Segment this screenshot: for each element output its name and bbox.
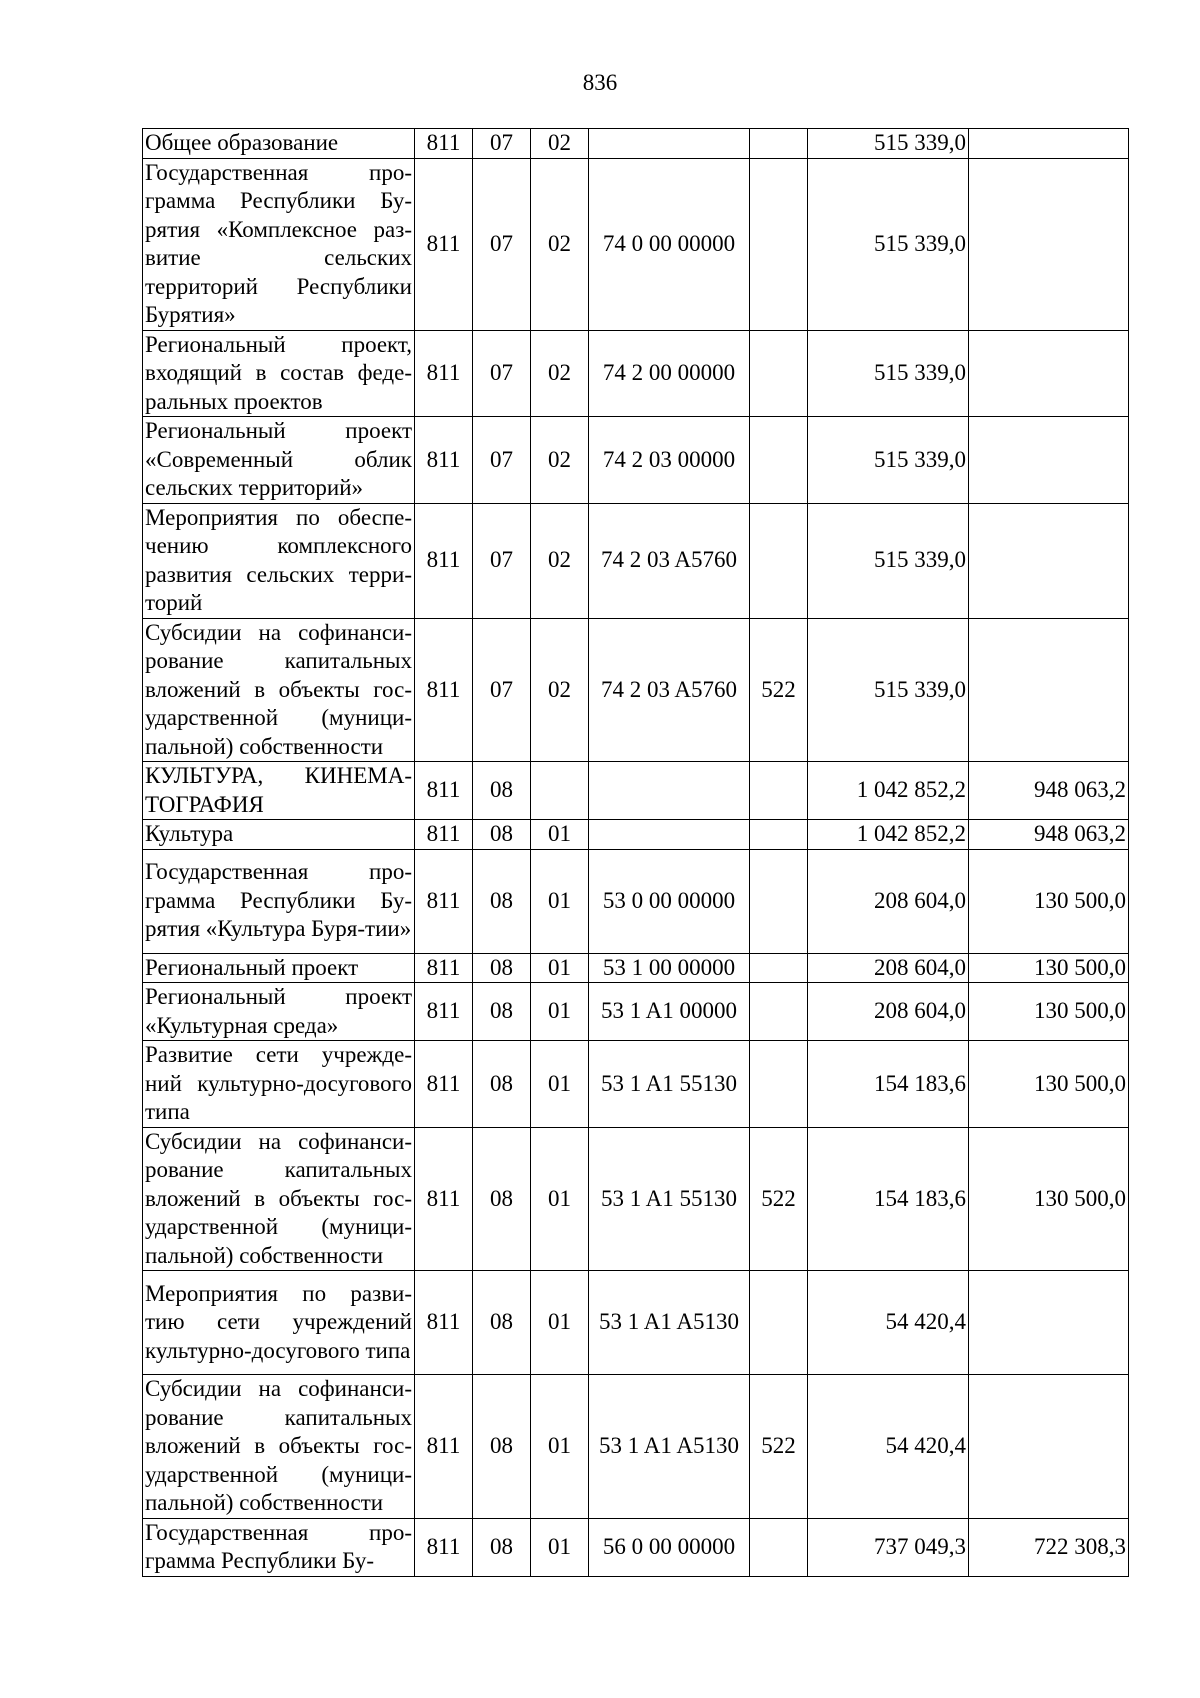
cell-section-code: 07 bbox=[473, 330, 531, 417]
cell-amount-1: 1 042 852,2 bbox=[808, 762, 969, 820]
cell-name: Субсидии на софинанси-рование капитальных вложений в объекты гос-ударственной (муници-пальной) собственности bbox=[143, 618, 415, 762]
cell-amount-2: 948 063,2 bbox=[969, 820, 1129, 850]
cell-subsection-code: 01 bbox=[531, 849, 589, 953]
cell-subsection-code: 01 bbox=[531, 820, 589, 850]
cell-name: Субсидии на софинанси-рование капитальных вложений в объекты гос-ударственной (муници-пальной) собственности bbox=[143, 1375, 415, 1519]
cell-subsection-code: 01 bbox=[531, 983, 589, 1041]
cell-name: Развитие сети учрежде-ний культурно-досугового типа bbox=[143, 1041, 415, 1128]
cell-expense-type bbox=[750, 129, 808, 159]
cell-amount-1: 1 042 852,2 bbox=[808, 820, 969, 850]
cell-ministry-code: 811 bbox=[415, 820, 473, 850]
cell-target-article: 53 1 A1 A5130 bbox=[589, 1375, 750, 1519]
cell-amount-1: 54 420,4 bbox=[808, 1375, 969, 1519]
cell-ministry-code: 811 bbox=[415, 1375, 473, 1519]
cell-name: КУЛЬТУРА, КИНЕМА-ТОГРАФИЯ bbox=[143, 762, 415, 820]
cell-expense-type bbox=[750, 983, 808, 1041]
table-row bbox=[143, 820, 1129, 850]
cell-subsection-code: 02 bbox=[531, 417, 589, 504]
cell-ministry-code: 811 bbox=[415, 849, 473, 953]
cell-name: Региональный проект bbox=[143, 953, 415, 983]
table-row bbox=[143, 1375, 1129, 1519]
cell-section-code: 08 bbox=[473, 820, 531, 850]
cell-expense-type bbox=[750, 158, 808, 330]
cell-target-article: 53 1 A1 55130 bbox=[589, 1127, 750, 1271]
cell-section-code: 08 bbox=[473, 983, 531, 1041]
cell-name: Региональный проект «Культурная среда» bbox=[143, 983, 415, 1041]
table-row bbox=[143, 158, 1129, 330]
cell-subsection-code bbox=[531, 762, 589, 820]
cell-target-article bbox=[589, 129, 750, 159]
cell-name: Мероприятия по разви-тию сети учреждений культурно-досугового типа bbox=[143, 1271, 415, 1375]
cell-target-article: 53 1 A1 00000 bbox=[589, 983, 750, 1041]
table-row bbox=[143, 849, 1129, 953]
cell-name: Государственная про-грамма Республики Бу- bbox=[143, 1518, 415, 1576]
cell-ministry-code: 811 bbox=[415, 1127, 473, 1271]
cell-amount-2: 130 500,0 bbox=[969, 849, 1129, 953]
cell-amount-1: 208 604,0 bbox=[808, 953, 969, 983]
cell-expense-type bbox=[750, 820, 808, 850]
cell-target-article: 74 2 00 00000 bbox=[589, 330, 750, 417]
cell-section-code: 07 bbox=[473, 503, 531, 618]
cell-section-code: 07 bbox=[473, 158, 531, 330]
table-row bbox=[143, 762, 1129, 820]
cell-amount-2 bbox=[969, 417, 1129, 504]
budget-table-body bbox=[143, 129, 1129, 1577]
cell-expense-type bbox=[750, 1271, 808, 1375]
cell-target-article: 74 2 03 A5760 bbox=[589, 503, 750, 618]
cell-name: Региональный проект «Современный облик сельских территорий» bbox=[143, 417, 415, 504]
cell-section-code: 08 bbox=[473, 1041, 531, 1128]
cell-name: Мероприятия по обеспе-чению комплексного развития сельских терри-торий bbox=[143, 503, 415, 618]
cell-amount-2 bbox=[969, 330, 1129, 417]
cell-ministry-code: 811 bbox=[415, 129, 473, 159]
cell-ministry-code: 811 bbox=[415, 1271, 473, 1375]
cell-amount-1: 515 339,0 bbox=[808, 158, 969, 330]
cell-expense-type bbox=[750, 953, 808, 983]
cell-name: Государственная про-грамма Республики Бу-рятия «Культура Буря-тии» bbox=[143, 849, 415, 953]
cell-subsection-code: 02 bbox=[531, 129, 589, 159]
cell-amount-1: 515 339,0 bbox=[808, 330, 969, 417]
cell-target-article: 53 1 00 00000 bbox=[589, 953, 750, 983]
cell-subsection-code: 02 bbox=[531, 503, 589, 618]
cell-amount-2: 130 500,0 bbox=[969, 953, 1129, 983]
cell-section-code: 08 bbox=[473, 1518, 531, 1576]
cell-amount-1: 515 339,0 bbox=[808, 417, 969, 504]
cell-target-article: 74 2 03 A5760 bbox=[589, 618, 750, 762]
cell-section-code: 08 bbox=[473, 1375, 531, 1519]
cell-amount-1: 515 339,0 bbox=[808, 618, 969, 762]
cell-amount-2: 130 500,0 bbox=[969, 1127, 1129, 1271]
table-row bbox=[143, 503, 1129, 618]
table-row bbox=[143, 983, 1129, 1041]
cell-subsection-code: 02 bbox=[531, 330, 589, 417]
cell-ministry-code: 811 bbox=[415, 762, 473, 820]
cell-ministry-code: 811 bbox=[415, 158, 473, 330]
cell-expense-type bbox=[750, 1518, 808, 1576]
table-row bbox=[143, 1518, 1129, 1576]
cell-name: Субсидии на софинанси-рование капитальных вложений в объекты гос-ударственной (муници-пальной) собственности bbox=[143, 1127, 415, 1271]
cell-amount-2: 130 500,0 bbox=[969, 1041, 1129, 1128]
cell-name: Культура bbox=[143, 820, 415, 850]
cell-amount-1: 737 049,3 bbox=[808, 1518, 969, 1576]
cell-amount-2 bbox=[969, 1375, 1129, 1519]
cell-subsection-code: 01 bbox=[531, 1375, 589, 1519]
cell-ministry-code: 811 bbox=[415, 417, 473, 504]
cell-target-article: 53 0 00 00000 bbox=[589, 849, 750, 953]
cell-expense-type bbox=[750, 849, 808, 953]
cell-section-code: 08 bbox=[473, 953, 531, 983]
cell-target-article bbox=[589, 820, 750, 850]
cell-section-code: 08 bbox=[473, 1271, 531, 1375]
cell-ministry-code: 811 bbox=[415, 1041, 473, 1128]
cell-target-article: 53 1 A1 A5130 bbox=[589, 1271, 750, 1375]
cell-amount-1: 208 604,0 bbox=[808, 983, 969, 1041]
cell-subsection-code: 01 bbox=[531, 953, 589, 983]
page-number: 836 bbox=[582, 70, 618, 95]
cell-ministry-code: 811 bbox=[415, 330, 473, 417]
cell-ministry-code: 811 bbox=[415, 618, 473, 762]
cell-target-article: 56 0 00 00000 bbox=[589, 1518, 750, 1576]
budget-table bbox=[142, 128, 1129, 1577]
cell-section-code: 08 bbox=[473, 1127, 531, 1271]
cell-section-code: 07 bbox=[473, 129, 531, 159]
cell-expense-type bbox=[750, 1041, 808, 1128]
cell-target-article: 74 2 03 00000 bbox=[589, 417, 750, 504]
cell-target-article: 74 0 00 00000 bbox=[589, 158, 750, 330]
cell-name: Государственная про-грамма Республики Бу-рятия «Комплексное раз-витие сельских территорий Республики Бурятия» bbox=[143, 158, 415, 330]
cell-amount-1: 154 183,6 bbox=[808, 1127, 969, 1271]
cell-expense-type: 522 bbox=[750, 618, 808, 762]
table-row bbox=[143, 417, 1129, 504]
cell-section-code: 08 bbox=[473, 849, 531, 953]
cell-amount-1: 515 339,0 bbox=[808, 503, 969, 618]
cell-amount-2: 130 500,0 bbox=[969, 983, 1129, 1041]
table-row bbox=[143, 129, 1129, 159]
table-row bbox=[143, 618, 1129, 762]
cell-expense-type bbox=[750, 503, 808, 618]
cell-ministry-code: 811 bbox=[415, 1518, 473, 1576]
cell-subsection-code: 01 bbox=[531, 1271, 589, 1375]
cell-name: Региональный проект, входящий в состав феде-ральных проектов bbox=[143, 330, 415, 417]
cell-section-code: 08 bbox=[473, 762, 531, 820]
cell-amount-2 bbox=[969, 618, 1129, 762]
cell-section-code: 07 bbox=[473, 417, 531, 504]
table-row bbox=[143, 1041, 1129, 1128]
cell-amount-2: 948 063,2 bbox=[969, 762, 1129, 820]
cell-section-code: 07 bbox=[473, 618, 531, 762]
cell-amount-1: 54 420,4 bbox=[808, 1271, 969, 1375]
cell-expense-type bbox=[750, 417, 808, 504]
cell-subsection-code: 01 bbox=[531, 1041, 589, 1128]
cell-subsection-code: 01 bbox=[531, 1518, 589, 1576]
cell-amount-2 bbox=[969, 158, 1129, 330]
cell-amount-2 bbox=[969, 503, 1129, 618]
table-row bbox=[143, 1127, 1129, 1271]
cell-subsection-code: 02 bbox=[531, 618, 589, 762]
cell-amount-2 bbox=[969, 129, 1129, 159]
table-row bbox=[143, 330, 1129, 417]
table-row bbox=[143, 953, 1129, 983]
cell-ministry-code: 811 bbox=[415, 953, 473, 983]
cell-expense-type bbox=[750, 330, 808, 417]
table-row bbox=[143, 1271, 1129, 1375]
cell-amount-1: 154 183,6 bbox=[808, 1041, 969, 1128]
cell-expense-type bbox=[750, 762, 808, 820]
cell-expense-type: 522 bbox=[750, 1127, 808, 1271]
cell-ministry-code: 811 bbox=[415, 983, 473, 1041]
cell-subsection-code: 02 bbox=[531, 158, 589, 330]
cell-amount-2 bbox=[969, 1271, 1129, 1375]
cell-amount-1: 208 604,0 bbox=[808, 849, 969, 953]
cell-amount-2: 722 308,3 bbox=[969, 1518, 1129, 1576]
cell-target-article: 53 1 A1 55130 bbox=[589, 1041, 750, 1128]
cell-amount-1: 515 339,0 bbox=[808, 129, 969, 159]
cell-ministry-code: 811 bbox=[415, 503, 473, 618]
cell-target-article bbox=[589, 762, 750, 820]
cell-name: Общее образование bbox=[143, 129, 415, 159]
cell-subsection-code: 01 bbox=[531, 1127, 589, 1271]
cell-expense-type: 522 bbox=[750, 1375, 808, 1519]
